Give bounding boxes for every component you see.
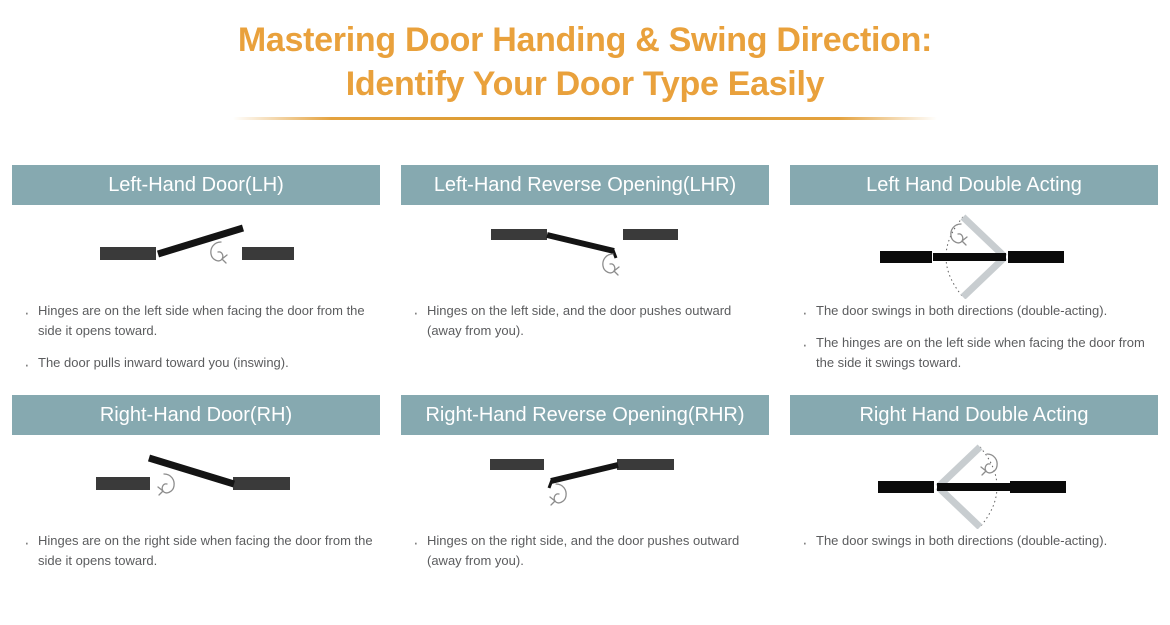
bullet-list-rh — [12, 531, 380, 571]
swing-arrow-icon — [981, 454, 997, 475]
door-leaf-open-up — [938, 447, 980, 487]
bullet-item: · The door swings in both directions (double-acting). — [800, 531, 1154, 551]
panel-title-rh: Right-Hand Door(RH) — [99, 403, 293, 426]
bullet-item: · The door swings in both directions (double-acting). — [800, 301, 1154, 321]
panel-title-lhda: Left Hand Double Acting — [866, 173, 1082, 196]
wall-left — [490, 459, 544, 470]
door-diagram-lh — [12, 205, 380, 299]
wall-left — [491, 229, 547, 240]
bullet-list-lhda — [790, 301, 1158, 372]
wall-left — [878, 481, 934, 493]
bullet-item: · Hinges on the right side, and the door pushes outward (away from you). — [411, 531, 765, 571]
swing-arrow-icon — [211, 242, 227, 263]
door-leaf — [158, 228, 243, 254]
panel-header-rhr — [401, 395, 769, 435]
wall-left — [100, 247, 156, 260]
door-leaf-open-up — [963, 217, 1005, 257]
panel-title-lhr: Left-Hand Reverse Opening(LHR) — [433, 173, 737, 196]
panel-title-rhda: Right Hand Double Acting — [859, 403, 1089, 426]
bullet-item: · The hinges are on the left side when facing the door from the side it swings toward. — [800, 333, 1154, 373]
wall-right — [233, 477, 290, 490]
panel-right-hand-door — [12, 395, 380, 625]
bullet-list-rhr — [401, 531, 769, 571]
panel-header-lhr — [401, 165, 769, 205]
door-leaf — [547, 235, 614, 251]
panel-left-hand-door — [12, 165, 380, 395]
bullet-item: · The door pulls inward toward you (inswing). — [22, 353, 376, 373]
page-title-line1: Mastering Door Handing & Swing Direction: — [237, 21, 933, 59]
door-leaf — [551, 465, 618, 481]
bullet-list-rhda — [790, 531, 1158, 551]
panel-right-hand-reverse — [401, 395, 769, 625]
door-diagram-rh — [12, 435, 380, 529]
wall-right — [617, 459, 674, 470]
bullet-list-lhr — [401, 301, 769, 341]
panel-grid — [12, 165, 1158, 625]
door-diagram-lhda — [790, 205, 1158, 299]
door-leaf-open-down — [963, 257, 1005, 297]
bullet-item: · Hinges on the left side, and the door pushes outward (away from you). — [411, 301, 765, 341]
door-leaf-closed — [933, 253, 1006, 261]
door-leaf-closed — [937, 483, 1010, 491]
door-leaf-open-down — [938, 487, 980, 527]
door-diagram-rhr — [401, 435, 769, 529]
panel-left-double-acting — [790, 165, 1158, 395]
door-diagram-rhda — [790, 435, 1158, 529]
door-leaf — [149, 458, 234, 484]
wall-right — [1008, 251, 1064, 263]
bullet-item: · Hinges are on the right side when facing the door from the side it opens toward. — [22, 531, 376, 571]
page-title-line2: Identify Your Door Type Easily — [345, 65, 825, 104]
panel-title-rhr: Right-Hand Reverse Opening(RHR) — [425, 403, 745, 426]
panel-header-lh — [12, 165, 380, 205]
wall-left — [880, 251, 932, 263]
door-diagram-lhr — [401, 205, 769, 299]
swing-arrow-icon — [158, 474, 174, 495]
panel-header-rh — [12, 395, 380, 435]
door-edge-tick — [549, 480, 552, 488]
wall-right — [623, 229, 678, 240]
wall-right — [1010, 481, 1066, 493]
title-divider — [233, 117, 937, 120]
swing-arrow-icon — [550, 484, 566, 505]
panel-title-lh: Left-Hand Door(LH) — [108, 173, 284, 196]
bullet-list-lh — [12, 301, 380, 372]
page-title — [0, 18, 1170, 106]
swing-arrow-icon — [951, 224, 967, 245]
panel-header-lhda — [790, 165, 1158, 205]
panel-header-rhda — [790, 395, 1158, 435]
wall-right — [242, 247, 294, 260]
panel-left-hand-reverse — [401, 165, 769, 395]
wall-left — [96, 477, 150, 490]
panel-right-double-acting — [790, 395, 1158, 625]
bullet-item: · Hinges are on the left side when facing the door from the side it opens toward. — [22, 301, 376, 341]
